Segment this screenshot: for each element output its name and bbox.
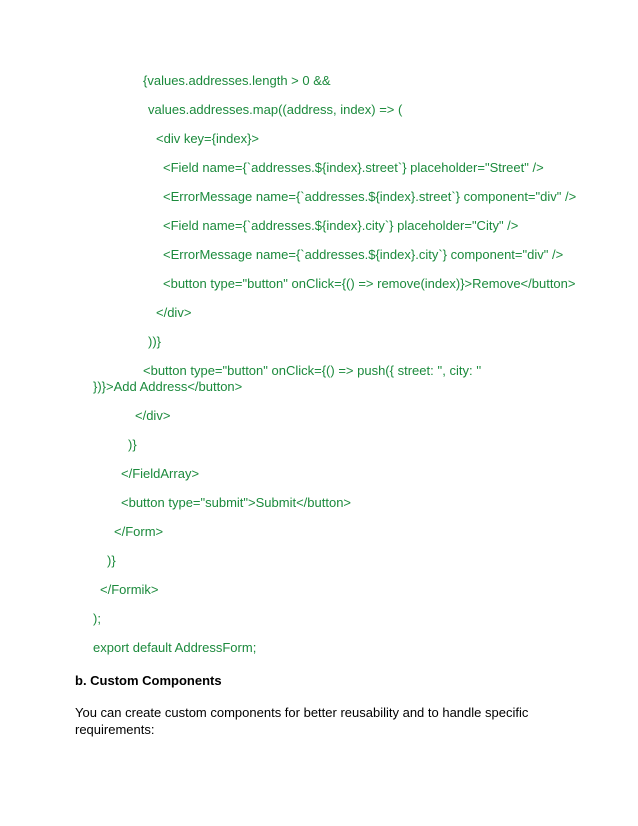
code-line: <ErrorMessage name={`addresses.${index}.street`} component="div" />: [163, 189, 577, 204]
code-line: </Formik>: [100, 582, 159, 597]
code-line: );: [93, 611, 101, 626]
code-line: values.addresses.map((address, index) => (: [148, 102, 403, 117]
code-line: export default AddressForm;: [93, 640, 257, 655]
code-line: ))}: [148, 334, 161, 349]
code-line: <Field name={`addresses.${index}.street`} placeholder="Street" />: [163, 160, 544, 175]
code-line: <button type="button" onClick={() => remove(index)}>Remove</button>: [163, 276, 576, 291]
code-line: <Field name={`addresses.${index}.city`} placeholder="City" />: [163, 218, 519, 233]
code-line: </div>: [135, 408, 171, 423]
code-line: )}: [128, 437, 137, 452]
code-line: </Form>: [114, 524, 164, 539]
section-body: You can create custom components for better reusability and to handle specific requirements:: [75, 705, 529, 737]
code-line: )}: [107, 553, 116, 568]
code-line: {values.addresses.length > 0 &&: [143, 73, 331, 88]
code-line: <button type="submit">Submit</button>: [121, 495, 352, 510]
code-line: </FieldArray>: [121, 466, 200, 481]
section-heading: b. Custom Components: [75, 673, 222, 688]
code-line: <ErrorMessage name={`addresses.${index}.city`} component="div" />: [163, 247, 564, 262]
code-line: <div key={index}>: [156, 131, 259, 146]
code-line: </div>: [156, 305, 192, 320]
code-line: <button type="button" onClick={() => push({ street: '', city: '' })}>Add Address</button>: [93, 363, 482, 394]
